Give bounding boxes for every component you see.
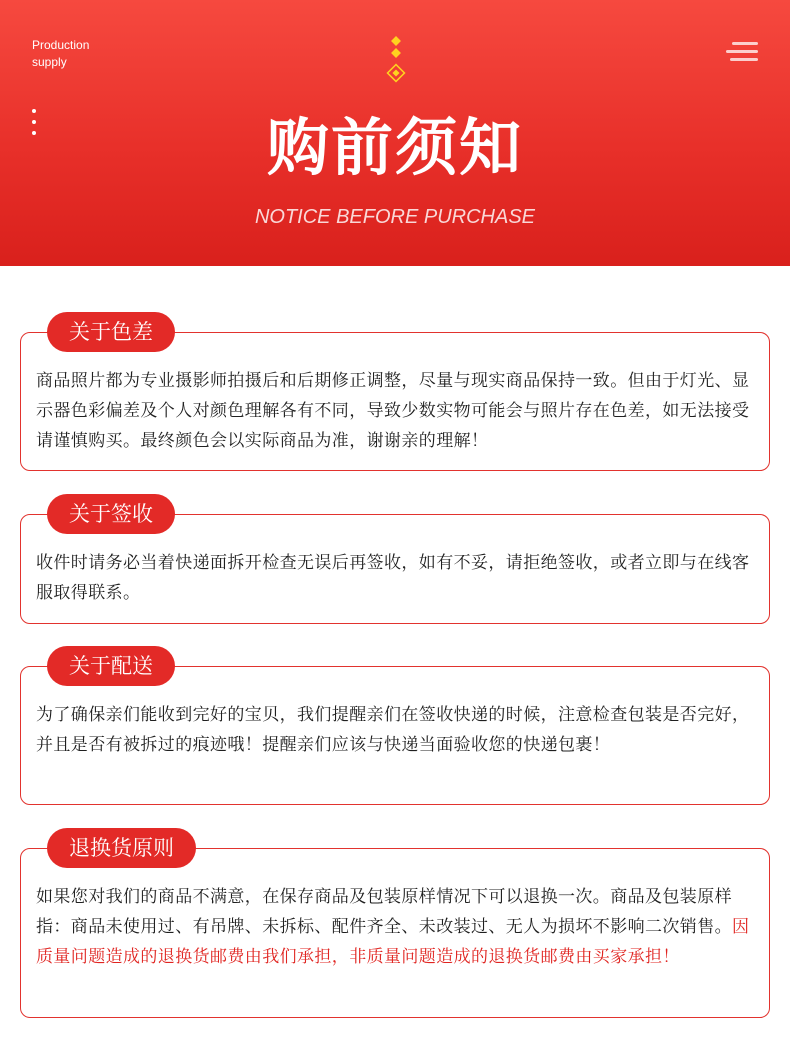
brand-line-1: Production [32, 38, 90, 52]
section-return-policy [20, 836, 770, 1018]
section-sign-for [20, 502, 770, 624]
return-policy-text: 如果您对我们的商品不满意，在保存商品及包装原样情况下可以退换一次。商品及包装原样指：商品未使用过、有吊牌、未拆标、配件齐全、未改装过、无人为损坏不影响二次销售。 [36, 887, 732, 937]
page-title: 购前须知 [266, 111, 523, 184]
section-text: 商品照片都为专业摄影师拍摄后和后期修正调整，尽量与现实商品保持一致。但由于灯光、显示器色彩偏差及个人对颜色理解各有不同，导致少数实物可能会与照片存在色差，如无法接受请谨慎购买。最终颜色会以实际商品为准，谢谢亲的理解！ [36, 371, 750, 451]
section-text: 收件时请务必当着快递面拆开检查无误后再签收，如有不妥，请拒绝签收，或者立即与在线客服取得联系。 [36, 553, 750, 603]
menu-lines-icon [726, 42, 758, 64]
brand-line-2: supply [32, 55, 67, 69]
section-tag: 关于色差 [47, 312, 175, 352]
section-delivery [20, 654, 770, 805]
section-color-difference [20, 320, 770, 471]
brand-text [32, 37, 89, 71]
header-banner [0, 0, 790, 266]
page-subtitle: NOTICE BEFORE PURCHASE [254, 206, 536, 228]
section-tag: 退换货原则 [47, 828, 196, 868]
section-tag: 关于签收 [47, 494, 175, 534]
diamond-ornament-icon [386, 36, 406, 84]
section-text [36, 882, 757, 972]
section-tag: 关于配送 [47, 646, 175, 686]
return-shipping-warning: 因质量问题造成的退换货邮费由我们承担，非质量问题造成的退换货邮费由买家承担！ [36, 917, 750, 967]
section-text: 为了确保亲们能收到完好的宝贝，我们提醒亲们在签收快递的时候，注意检查包装是否完好，并且是否有被拆过的痕迹哦！提醒亲们应该与快递当面验收您的快递包裹！ [36, 705, 750, 755]
